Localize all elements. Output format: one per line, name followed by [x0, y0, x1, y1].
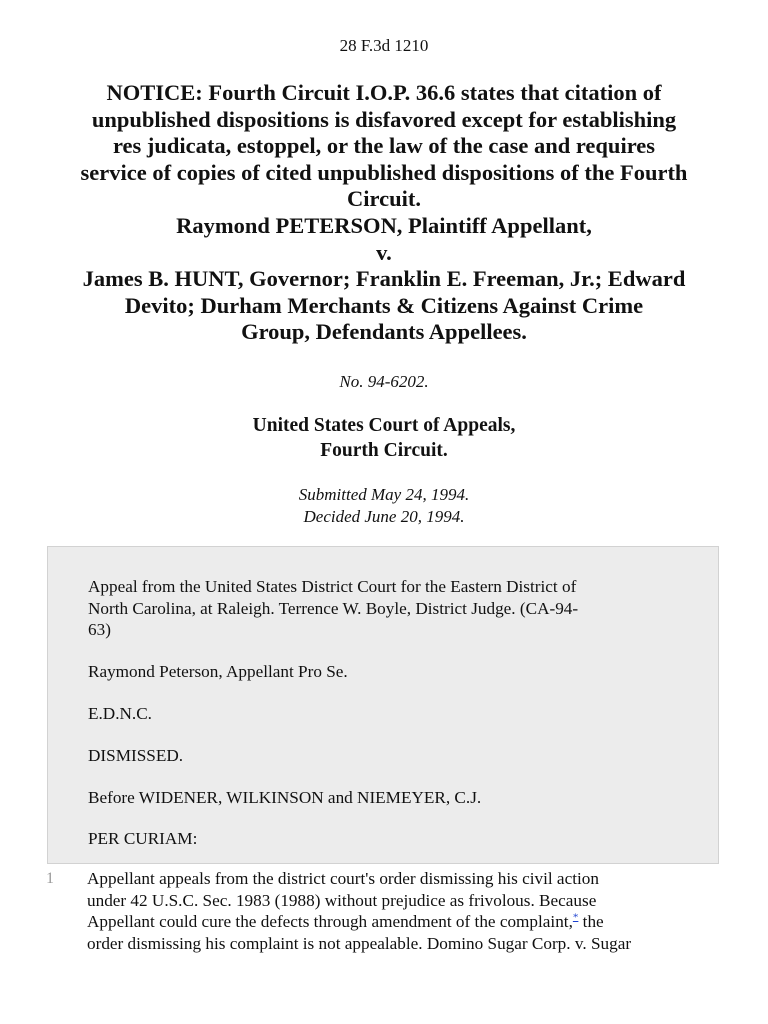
reporter-citation: 28 F.3d 1210: [339, 36, 429, 55]
decided-date: Decided June 20, 1994.: [303, 506, 465, 526]
notice-line: unpublished dispositions is disfavored except for establishing: [91, 106, 677, 132]
paragraph-number: 1: [46, 870, 54, 887]
case-dates: [0, 484, 768, 527]
notice-line: NOTICE: Fourth Circuit I.O.P. 36.6 states that citation of: [106, 80, 662, 105]
counsel: Raymond Peterson, Appellant Pro Se.: [88, 662, 348, 681]
opinion-line: under 42 U.S.C. Sec. 1983 (1988) without prejudice as frivolous. Because: [87, 890, 597, 910]
party-line: Raymond PETERSON, Plaintiff Appellant,: [176, 212, 592, 238]
appeal-line: North Carolina, at Raleigh. Terrence W. Boyle, District Judge. (CA-94-: [88, 598, 579, 618]
party-line: v.: [376, 239, 392, 265]
panel: Before WIDENER, WILKINSON and NIEMEYER, C.J.: [88, 788, 482, 807]
court-line: Fourth Circuit.: [320, 439, 448, 461]
opinion-paragraph: [87, 868, 723, 954]
submitted-date: Submitted May 24, 1994.: [298, 485, 470, 504]
appeal-line: 63): [88, 620, 111, 639]
party-line: Devito; Durham Merchants & Citizens Against Crime: [124, 292, 644, 318]
opinion-line: Appellant appeals from the district court's order dismissing his civil action: [87, 869, 599, 888]
footnote-link[interactable]: *: [572, 911, 579, 924]
notice-line: Circuit.: [347, 186, 421, 212]
notice-line: service of copies of cited unpublished dispositions of the Fourth: [80, 159, 688, 185]
opinion-line-text: Appellant could cure the defects through amendment of the complaint,: [87, 912, 573, 931]
notice-line: res judicata, estoppel, or the law of the case and requires: [112, 133, 656, 159]
docket-number: No. 94-6202.: [339, 372, 429, 391]
per-curiam: PER CURIAM:: [88, 829, 198, 848]
court-line: United States Court of Appeals,: [252, 415, 516, 436]
party-line: Group, Defendants Appellees.: [241, 319, 527, 345]
appeal-from: [88, 576, 678, 641]
disposition: DISMISSED.: [88, 746, 184, 765]
opinion-line: [87, 911, 723, 933]
case-caption: [46, 80, 722, 346]
opinion-line-text: the: [578, 912, 604, 931]
case-summary-box: [47, 546, 719, 864]
appeal-line: Appeal from the United States District Court for the Eastern District of: [88, 577, 577, 596]
court-name: [0, 414, 768, 463]
opinion-line: order dismissing his complaint is not appealable. Domino Sugar Corp. v. Sugar: [87, 933, 632, 953]
party-line: James B. HUNT, Governor; Franklin E. Freeman, Jr.; Edward: [82, 266, 686, 292]
district-abbrev: E.D.N.C.: [88, 704, 152, 723]
